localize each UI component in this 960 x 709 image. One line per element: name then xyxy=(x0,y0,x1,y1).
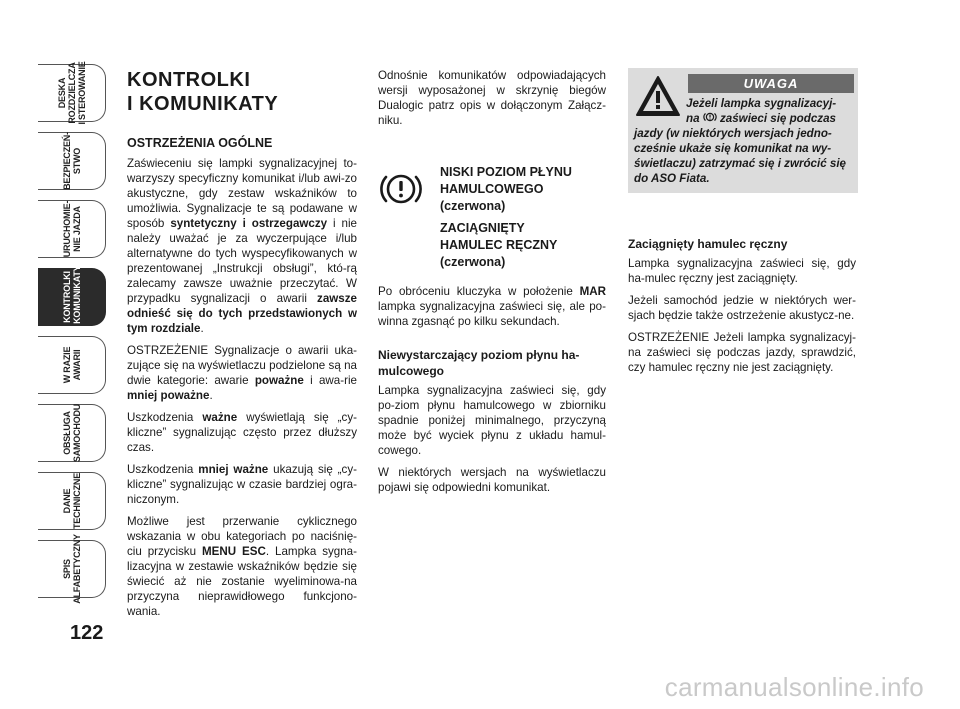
section-heading: OSTRZEŻENIA OGÓLNE xyxy=(127,136,273,150)
paragraph: OSTRZEŻENIE Sygnalizacje o awarii uka-zujące się na wyświetlaczu podzielone są na dwie kategorie: awarie poważne i awa-rie mniej poważne. xyxy=(127,344,357,402)
page-title: KONTROLKI I KOMUNIKATY xyxy=(127,69,279,115)
tab-obsluga-samochodu[interactable]: OBSŁUGA SAMOCHODU xyxy=(38,404,106,462)
paragraph: Lampka sygnalizacyjna zaświeci się, gdy po-ziom płynu hamulcowego w zbiorniku spadnie poniżej minimalnego, przyczyną może być wyciek płynu z układu hamul-cowego. xyxy=(378,384,606,457)
paragraph: Lampka sygnalizacyjna zaświeci się, gdy ha-mulec ręczny jest zaciągnięty. xyxy=(628,257,856,285)
brake-warning-icon xyxy=(378,166,424,212)
brake-warning-inline-icon xyxy=(703,111,717,123)
tab-w-razie-awarii[interactable]: W RAZIE AWARII xyxy=(38,336,106,394)
tab-bezpieczenstwo[interactable]: BEZPIECZEŃ- STWO xyxy=(38,132,106,190)
column-middle-body xyxy=(378,284,606,502)
paragraph: OSTRZEŻENIE Jeżeli lampka sygnalizacyj-na zaświeci się podczas jazdy, sprawdzić, czy hamulec ręczny nie jest zaciągnięty. xyxy=(628,331,856,374)
paragraph: Po obróceniu kluczyka w położenie MAR lampka sygnalizacyjna zaświeci się, ale po-winna zgasnąć po kilku sekundach. xyxy=(378,285,606,328)
subheading-brake-fluid: Niewystarczający poziom płynu ha-mulcowego xyxy=(378,348,580,378)
paragraph: W niektórych wersjach na wyświetlaczu pojawi się odpowiedni komunikat. xyxy=(378,466,606,494)
tab-kontrolki-komunikaty[interactable]: KONTROLKI I KOMUNIKATY xyxy=(38,268,106,326)
subheading-handbrake: Zaciągnięty hamulec ręczny xyxy=(628,237,788,251)
page-number: 122 xyxy=(70,622,104,644)
tab-spis-alfabetyczny[interactable]: SPIS ALFABETYCZNY xyxy=(38,540,106,598)
indicator-handbrake-title: ZACIĄGNIĘTY HAMULEC RĘCZNY (czerwona) xyxy=(440,221,558,269)
column-middle xyxy=(378,68,606,135)
paragraph: Uszkodzenia ważne wyświetlają się „cy-kliczne” sygnalizując często przez dłuższy czas. xyxy=(127,411,357,454)
column-left xyxy=(127,68,357,626)
indicator-brake-fluid-title: NISKI POZIOM PŁYNU HAMULCOWEGO (czerwona) xyxy=(440,165,572,213)
tab-dane-techniczne[interactable]: DANE TECHNICZNE xyxy=(38,472,106,530)
warning-header: UWAGA xyxy=(688,74,854,93)
paragraph: Możliwe jest przerwanie cyklicznego wskazania w obu kategoriach po naciśnię-ciu przycisku MENU ESC. Lampka sygna-lizacyjna w zestawie wskaźników będzie się świecić aż nie zostanie wyeliminowa-na przyczyna nieprawidłowego funkcjono-wania. xyxy=(127,515,357,618)
intro-paragraph: Odnośnie komunikatów odpowiadających wersji wyposażonej w skrzynię biegów Dualogic patrz opis w dołączonym Załącz-niku. xyxy=(378,69,606,127)
tab-deska-rozdzielcza[interactable]: DESKA ROZDZIELCZA I STEROWANIE xyxy=(38,64,106,122)
paragraph: Jeżeli samochód jedzie w niektórych wer-sjach będzie także ostrzeżenie akustycz-ne. xyxy=(628,294,856,322)
paragraph: Zaświeceniu się lampki sygnalizacyjnej to-warzyszy specyficzny komunikat i/lub awi-zo akustyczne, gdy zestaw wskaźników to umożliwia. Sygnalizacje te są podawane w sposób syntetyczny i ostrzegawczy i nie należy uważać je za wyczerpujące i/lub alternatywne do tych wyspecyfikowanych w prezentowanej „Instrukcji obsługi”, któ-rą zalecamy zawsze uważnie przeczytać. W przypadku sygnalizacji o awarii zawsze odnieść się do tych przedstawionych w tym rozdziale. xyxy=(127,157,358,335)
warning-text: Jeżeli lampka sygnalizacyj- na zaświeci się podczas jazdy (w niektórych wersjach jedno-cześnie ukaże się komunikat na wy-świetlaczu) zatrzymać się i zwrócić się do ASO Fiata. xyxy=(634,97,847,185)
paragraph: Uszkodzenia mniej ważne ukazują się „cy-kliczne” sygnalizując w czasie bardziej ogra-niczonym. xyxy=(127,463,357,506)
watermark: carmanualsonline.info xyxy=(664,672,924,702)
column-right xyxy=(628,230,856,382)
tab-uruchomienie-jazda[interactable]: URUCHOMIE- NIE JAZDA xyxy=(38,200,106,258)
